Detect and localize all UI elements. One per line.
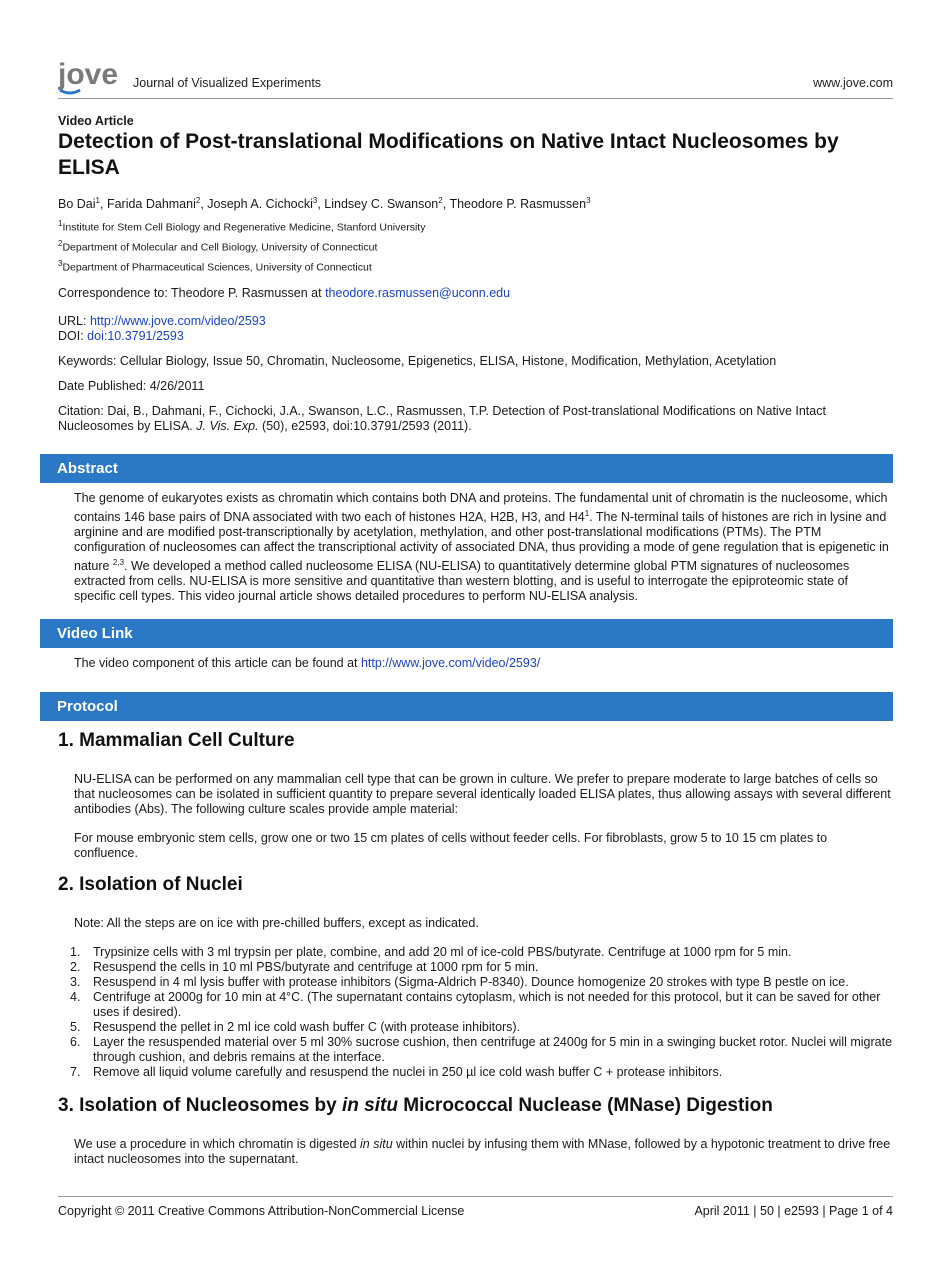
doi-link[interactable]: doi:10.3791/2593 [87,329,184,343]
video-url-link[interactable]: http://www.jove.com/video/2593/ [360,656,541,670]
video-link-text: The video component of this article can be found at http://www.jove.com/video/2593/ [74,656,541,670]
article-url: URL: http://www.jove.com/video/2593 [58,314,266,328]
list-item: 5. Resuspend the pellet in 2 ml ice cold wash buffer C (with protease inhibitors). [70,1020,521,1034]
article-title: Detection of Post-translational Modifications on Native Intact Nucleosomes by ELISA [58,130,839,179]
citation: Citation: Dai, B., Dahmani, F., Cichocki, J.A., Swanson, L.C., Rasmussen, T.P. Detection of Post-translational Modifications on Native Intact Nucleosomes by ELISA. J. Vis. Exp. (50), e2593, doi:10.3791/2593 (2011). [58,404,826,433]
author-name: Lindsey C. Swanson [324,197,439,212]
section2-note: Note: All the steps are on ice with pre-chilled buffers, except as indicated. [74,916,479,930]
author-name: Bo Dai [58,197,96,212]
list-item: 6. Layer the resuspended material over 5 ml 30% sucrose cushion, then centrifuge at 2400g for 5 min in a swinging bucket rotor. Nuclei will migrate through cushion, and debris remains at the interface. [70,1035,893,1064]
list-item: 4. Centrifuge at 2000g for 10 min at 4°C. (The supernatant contains cytoplasm, which is not needed for this protocol, but it can be saved for other uses if desired). [70,990,881,1019]
section1-paragraph: NU-ELISA can be performed on any mammalian cell type that can be grown in culture. We prefer to prepare moderate to large batches of cells so that nucleosomes can be isolated in sufficient quantity to prepare several identically loaded ELISA plates, thus allowing assays with several different antibodies (Abs). The following culture scales provide ample material: [74,772,891,816]
journal-name: Journal of Visualized Experiments [133,76,322,90]
abstract-heading-bar [40,454,893,483]
copyright-notice: Copyright © 2011 Creative Commons Attribution-NonCommercial License [58,1204,465,1218]
protocol-heading-bar [40,692,893,721]
author-name: Farida Dahmani [106,197,196,212]
keywords: Keywords: Cellular Biology, Issue 50, Chromatin, Nucleosome, Epigenetics, ELISA, Histone, Modification, Methylation, Acetylation [58,354,777,368]
list-item: 2. Resuspend the cells in 10 ml PBS/butyrate and centrifuge at 1000 rpm for 5 min. [70,960,539,974]
correspondence: Correspondence to: Theodore P. Rasmussen at theodore.rasmussen@uconn.edu [58,286,511,300]
page-footer [58,1196,893,1218]
author-name: Joseph A. Cichocki [207,197,313,212]
section-heading: 3. Isolation of Nucleosomes by in situ Micrococcal Nuclease (MNase) Digestion [58,1095,773,1116]
nuclei-isolation-steps [58,945,893,1080]
section3-paragraph: We use a procedure in which chromatin is digested in situ within nuclei by infusing them with MNase, followed by a hypotonic treatment to drive free intact nucleosomes into the supernatant. [74,1137,891,1166]
abstract-text: The genome of eukaryotes exists as chromatin which contains both DNA and proteins. The fundamental unit of chromatin is the nucleosome, which contains 146 base pairs of DNA associated with two each of histones H2A, H2B, H3, and $H4^1$. The N-terminal tails of histones are rich in lysine and arginine and are modified post-transcriptionally by acetylation, methylation, and other post-translational modifications (PTMs). The PTM configuration of nucleosomes can affect the transcriptional activity of associated DNA, thus providing a mode of gene regulation that is epigenetic in nature $^{2,3}$. We developed a method called nucleosome ELISA (NU-ELISA) to quantitatively determine global PTM signatures of nucleosomes extracted from cells. NU-ELISA is more sensitive and quantitative than western blotting, and is useful to interrogate the epiproteomic state of specific cell types. This video journal article shows detailed procedures to perform NU-ELISA analysis. [74,491,889,604]
author-list: Bo Dai$^1$, Farida Dahmani$^2$, Joseph A. Cichocki$^3$, Lindsey C. Swanson$^2$, Theodore P. Rasmussen$^3$ [58,196,591,212]
list-item: 1. Trypsinize cells with 3 ml trypsin per plate, combine, and add 20 ml of ice-cold PBS/butyrate. Centrifuge at 1000 rpm for 5 min. [70,945,792,959]
page-header [58,58,893,99]
section-heading: 2. Isolation of Nuclei [58,874,243,895]
protocol-heading: Protocol [57,698,118,715]
email-link[interactable]: theodore.rasmussen@uconn.edu [325,286,511,300]
page-info: April 2011 | 50 | e2593 | Page 1 of 4 [694,1204,893,1218]
affiliation: $^3$Department of Pharmaceutical Sciences, University of Connecticut [58,259,372,274]
article-type: Video Article [58,114,134,128]
jove-logo[interactable] [58,60,126,96]
article-doi: DOI: doi:10.3791/2593 [58,329,184,343]
list-item: 7. Remove all liquid volume carefully and resuspend the nuclei in 250 µl ice cold wash buffer C + protease inhibitors. [70,1065,723,1079]
abstract-heading: Abstract [57,460,118,477]
url-link[interactable]: http://www.jove.com/video/2593 [89,314,266,328]
affiliation: $^1$Institute for Stem Cell Biology and Regenerative Medicine, Stanford University [58,219,426,234]
video-link-heading: Video Link [57,625,133,642]
date-published: Date Published: 4/26/2011 [58,379,205,393]
author-name: Theodore P. Rasmussen [449,197,587,212]
video-link-heading-bar [40,619,893,648]
list-item: 3. Resuspend in 4 ml lysis buffer with protease inhibitors (Sigma-Aldrich P-8340). Dounce homogenize 20 strokes with type B pestle on ice. [70,975,849,989]
affiliation: $^2$Department of Molecular and Cell Biology, University of Connecticut [58,239,378,254]
section-heading: 1. Mammalian Cell Culture [58,730,295,751]
section1-paragraph: For mouse embryonic stem cells, grow one or two 15 cm plates of cells without feeder cells. For fibroblasts, grow 5 to 10 15 cm plates to confluence. [74,831,828,860]
logo-text: jove [58,60,119,91]
site-link[interactable]: www.jove.com [813,76,893,90]
